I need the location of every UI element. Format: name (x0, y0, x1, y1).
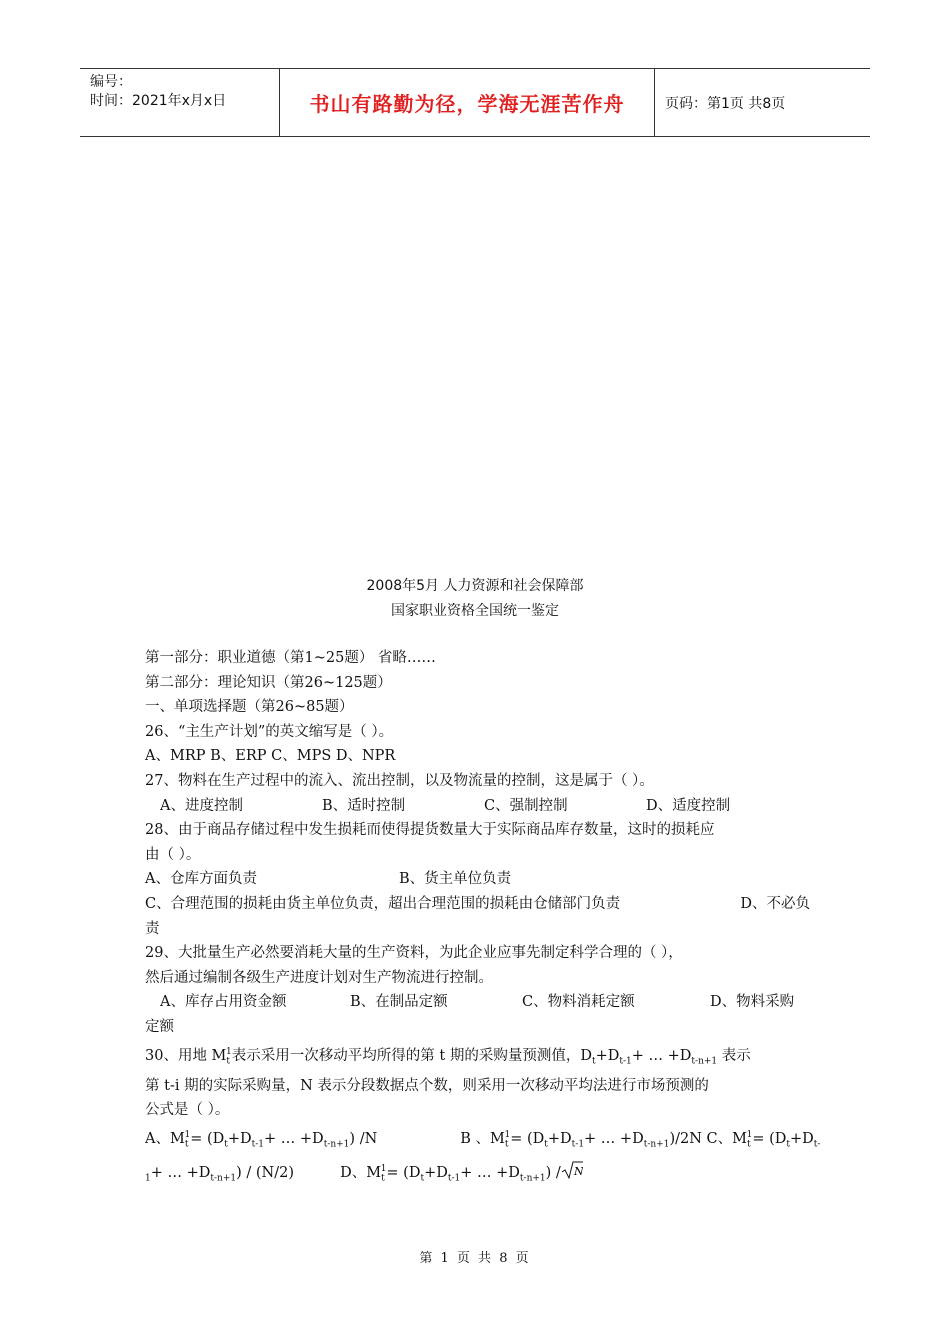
doc-title-line2: 国家职业资格全国统一鉴定 (391, 603, 559, 619)
page-footer: 第 1 页 共 8 页 (419, 1251, 531, 1266)
question-28-line2: 由（ ）。 (145, 846, 201, 863)
doc-title-line1: 2008年5月 人力资源和社会保障部 (366, 578, 584, 594)
question-28-option-d-cont: 责 (145, 920, 160, 937)
header-info (80, 69, 280, 136)
question-29-line1: 29、大批量生产必然要消耗大量的生产资料，为此企业应事先制定科学合理的（ ）， (145, 945, 683, 962)
question-27-options (145, 794, 810, 819)
question-26: 26、“主生产计划”的英文缩写是（ ）。 (145, 723, 394, 740)
time-label: 时间：2021年x月x日 (90, 93, 227, 109)
question-29-option-d-cont: 定额 (145, 1018, 174, 1035)
number-label: 编号： (90, 74, 132, 90)
part2-heading: 第二部分：理论知识（第26~125题） (145, 674, 392, 691)
question-29-line2: 然后通过编制各级生产进度计划对生产物流进行控制。 (145, 969, 493, 986)
option-a: A、仓库方面负责 (145, 871, 257, 888)
question-30-line3: 公式是（ ）。 (145, 1102, 230, 1119)
header-motto: 书山有路勤为径，学海无涯苦作舟 (280, 69, 655, 136)
question-30-line1: 30、用地 $M_t^1$表示采用一次移动平均所得的第 t 期的采购量预测值，$D_t+D_{t-1}+$ … $+D_{t-n+1}$ 表示 (145, 1046, 751, 1067)
section1-heading: 一、单项选择题（第26~85题） (145, 699, 354, 716)
part1-heading: 第一部分：职业道德（第1~25题） 省略…… (145, 650, 436, 666)
question-30-options-line1: A、$M_t^1= (D_t+D_{t-1}+$ … $+D_{t-n+1}$) /N B 、$M_t^1= (D_t+D_{t-1}+$ … $+D_{t-n+1})/2N$ C、$M_t^1= (D_t+D_{t-}$ (145, 1130, 821, 1150)
page-header (80, 68, 870, 137)
question-27: 27、物料在生产过程中的流入、流出控制，以及物流量的控制，这是属于（ ）。 (145, 772, 654, 789)
exam-body (145, 646, 821, 1192)
question-30-line2: 第 t-i 期的实际采购量，N 表示分段数据点个数，则采用一次移动平均法进行市场预测的 (145, 1077, 709, 1094)
header-page-code: 页码：第1页 共8页 (665, 95, 786, 112)
option-a: A、库存占用资金额 (160, 994, 287, 1011)
option-c: C、合理范围的损耗由货主单位负责，超出合理范围的损耗由仓储部门负责 (145, 895, 621, 912)
option-d: D、不必负 (740, 895, 810, 912)
option-b: B、适时控制 (322, 797, 406, 814)
question-28-options-ab (145, 867, 810, 892)
sqrt-symbol (561, 1166, 583, 1180)
question-28-options-cd (145, 892, 810, 917)
option-b: B、货主单位负责 (399, 871, 512, 888)
option-c: C、物料消耗定额 (522, 994, 635, 1011)
question-29-options (145, 990, 810, 1015)
option-a: A、进度控制 (160, 797, 243, 814)
sqrt-icon (561, 1160, 583, 1180)
option-d: D、物料采购 (710, 994, 795, 1011)
option-d: D、适度控制 (646, 797, 731, 814)
option-c: C、强制控制 (484, 797, 568, 814)
question-28-line1: 28、由于商品存储过程中发生损耗而使得提货数量大于实际商品库存数量，这时的损耗应 (145, 822, 715, 839)
sqrt-operand: N (573, 1165, 583, 1179)
question-30-options-line2: $_1$+ … $+D_{t-n+1}) / (N/2)$ D、$M_t^1= (D_t+D_{t-1}+$ … $+D_{t-n+1}$) / N (145, 1157, 810, 1191)
option-b: B、在制品定额 (350, 994, 448, 1011)
question-26-options: A、MRP B、ERP C、MPS D、NPR (145, 748, 396, 765)
